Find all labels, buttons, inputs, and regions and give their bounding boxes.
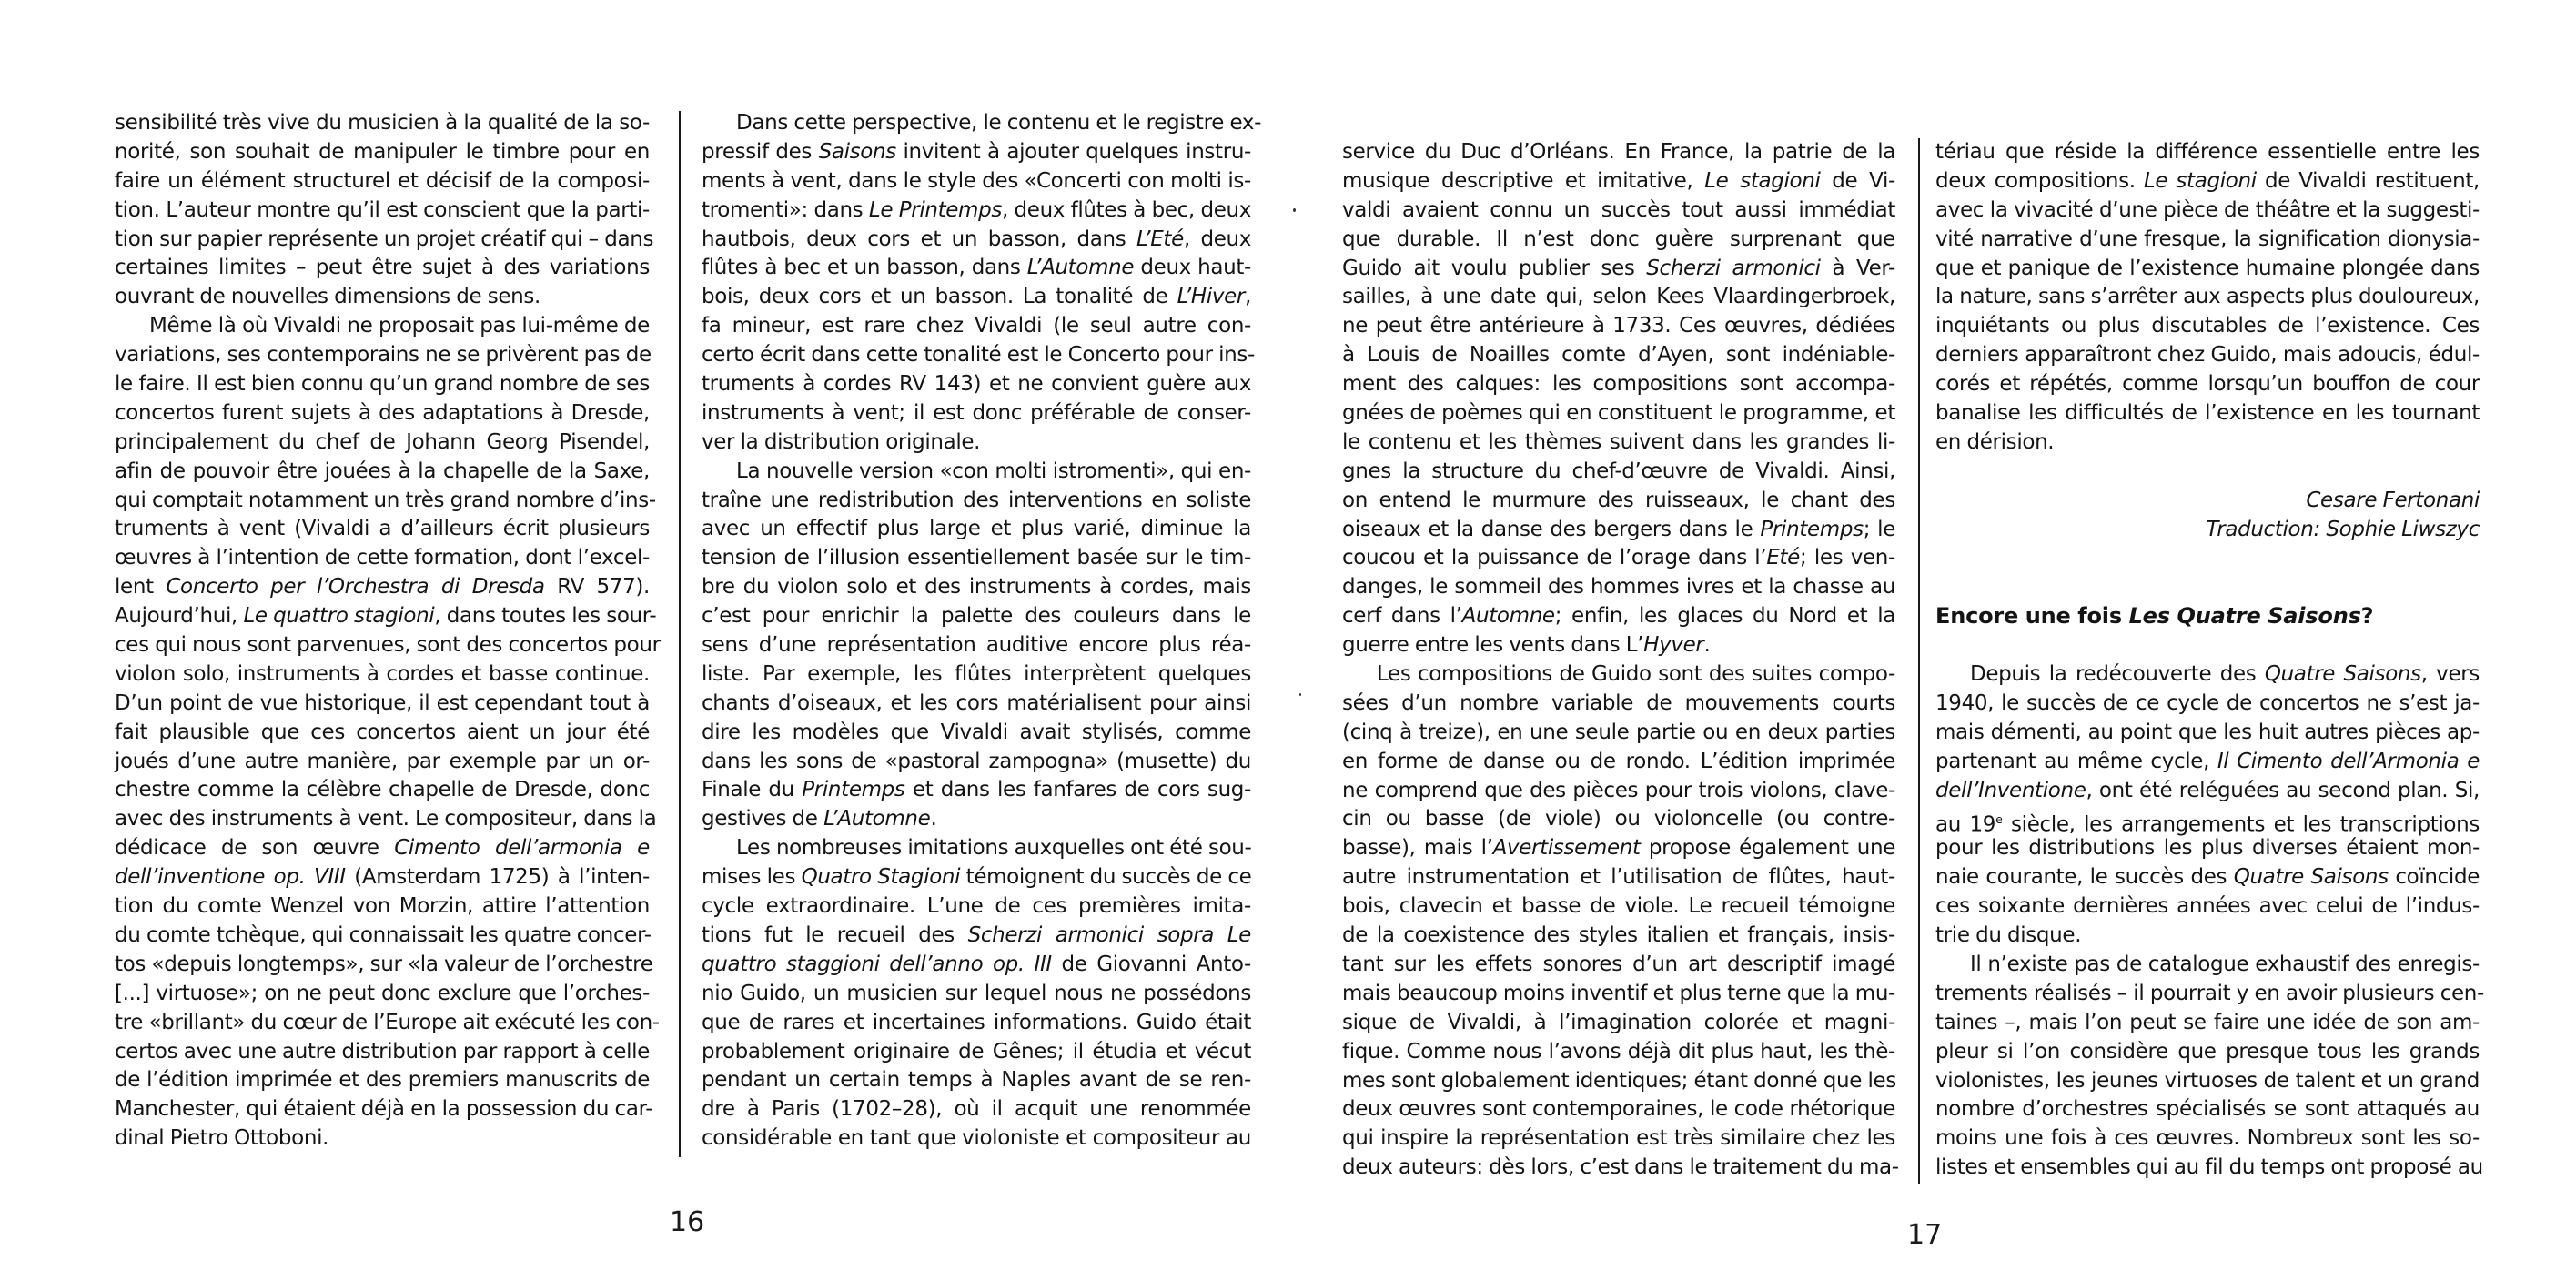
text-line: nio Guido, un musicien sur lequel nous ne possédons: [702, 981, 1251, 1005]
text-line: certos avec une autre distribution par rapport à celle: [115, 1039, 650, 1063]
blank-line: [1935, 631, 2480, 660]
text-line: deux auteurs: dès lors, c’est dans le traitement du ma-: [1342, 1155, 1899, 1180]
text-line: tériau que réside la différence essentielle entre les: [1935, 140, 2480, 164]
text-line: dre à Paris (1702–28), où il acquit une renommée: [702, 1097, 1251, 1122]
text-line: Manchester, qui étaient déjà en la possession du car-: [115, 1097, 653, 1122]
text-line: tromenti»: dans Le Printemps, deux flûtes à bec, deux: [702, 197, 1251, 222]
text-line: moins une fois à ces œuvres. Nombreux sont les so-: [1935, 1126, 2480, 1151]
page-16-column-2: [702, 109, 1262, 1154]
translator-credit: Traduction: Sophie Liwszyc: [2206, 517, 2480, 541]
text-line: dédicace de son œuvre Cimento dell’armonia e: [115, 836, 650, 861]
text-line: avec la vivacité d’une pièce de théâtre et la suggesti-: [1935, 197, 2480, 222]
page-17-column-1: [1342, 138, 1899, 1183]
text-line: faire un élément structurel et décisif de la composi-: [115, 168, 650, 193]
text-line: liste. Par exemple, les flûtes interprètent quelques: [702, 661, 1251, 686]
text-line: tion sur papier représente un projet créatif qui – dans: [115, 227, 654, 251]
text-line: en forme de danse ou de rondo. L’édition imprimée: [1342, 749, 1895, 773]
text-line: [...] virtuose»; on ne peut donc exclure que l’orches-: [115, 981, 650, 1005]
text-line: dell’inventione op. VIII (Amsterdam 1725) à l’inten-: [115, 865, 650, 890]
text-line: guerre entre les vents dans L’Hyver.: [1342, 633, 1711, 658]
text-line: le faire. Il est bien connu qu’un grand nombre de ses: [115, 372, 650, 397]
text-line: certo écrit dans cette tonalité est le Concerto pour ins-: [702, 343, 1255, 368]
text-line: dell’Inventione, ont été reléguées au second plan. Si,: [1935, 778, 2480, 802]
text-line: fa mineur, est rare chez Vivaldi (le seul autre con-: [702, 314, 1251, 338]
text-line: tant sur les effets sonores d’un art descriptif imagé: [1342, 952, 1895, 976]
text-line: que durable. Il n’est donc guère surprenant que: [1342, 227, 1895, 251]
text-line: sensibilité très vive du musicien à la qualité de la so-: [115, 111, 650, 135]
text-line: service du Duc d’Orléans. En France, la patrie de la: [1342, 140, 1895, 164]
text-line: inquiétants ou plus discutables de l’existence. Ces: [1935, 314, 2480, 338]
text-line: gnées de poèmes qui en constituent le programme, et: [1342, 401, 1895, 426]
text-line: fique. Comme nous l’avons déjà dit plus haut, les thè-: [1342, 1039, 1895, 1063]
text-line: chants d’oiseaux, et les cors matérialisent pour ainsi: [702, 690, 1251, 715]
text-line: chestre comme la célèbre chapelle de Dresde, donc: [115, 778, 650, 802]
text-line: banalise les difficultés de l’existence en les tournant: [1935, 401, 2480, 426]
text-line: coucou et la puissance de l’orage dans l’Eté; les ven-: [1342, 546, 1895, 570]
text-line: bois, clavecin et basse de viole. Le recueil témoigne: [1342, 894, 1895, 919]
text-line: concertos furent sujets à des adaptations à Dresde,: [115, 400, 650, 425]
text-line: violon solo, instruments à cordes et basse continue.: [115, 661, 650, 686]
text-line: ment des calques: les compositions sont accompa-: [1342, 372, 1895, 397]
text-line: Les nombreuses imitations auxquelles ont été sou-: [736, 836, 1252, 861]
author-credit: Cesare Fertonani: [2306, 488, 2480, 512]
text-line: tos «depuis longtemps», sur «la valeur de l’orchestre: [115, 952, 653, 976]
text-line: sailles, à une date qui, selon Kees Vlaardingerbroek,: [1342, 285, 1895, 309]
text-line: ne peut être antérieure à 1733. Ces œuvres, dédiées: [1342, 314, 1895, 338]
text-line: le contenu et les thèmes suivent dans les grandes li-: [1342, 429, 1895, 454]
text-line: sique de Vivaldi, à l’imagination colorée et magni-: [1342, 1010, 1895, 1034]
text-line: tions fut le recueil des Scherzi armonici sopra Le: [702, 922, 1251, 947]
text-line: instruments à vent; il est donc préférable de conser-: [702, 400, 1251, 425]
text-line: deux compositions. Le stagioni de Vivaldi restituent,: [1935, 168, 2480, 193]
text-line: Depuis la redécouverte des Quatre Saisons, vers: [1970, 662, 2480, 687]
text-line: flûtes à bec et un basson, dans L’Automne deux haut-: [702, 256, 1251, 280]
text-line: La nouvelle version «con molti istromenti», qui en-: [736, 459, 1251, 483]
text-line: principalement du chef de Johann Georg Pisendel,: [115, 429, 650, 454]
text-line: à Louis de Noailles comte d’Ayen, sont indéniable-: [1342, 343, 1895, 368]
text-line: au 19e siècle, les arrangements et les transcriptions: [1935, 812, 2480, 838]
text-line: (cinq à treize), en une seule partie ou en deux parties: [1342, 720, 1895, 744]
text-line: ver la distribution originale.: [702, 429, 981, 454]
column-divider: [1918, 138, 1920, 1184]
text-line: afin de pouvoir être jouées à la chapelle de la Saxe,: [115, 459, 650, 483]
text-line: œuvres à l’intention de cette formation, dont l’excel-: [115, 546, 650, 570]
text-line: oiseaux et la danse des bergers dans le Printemps; le: [1342, 517, 1895, 541]
blank-line: [1935, 458, 2480, 487]
text-line: qui inspire la représentation est très similaire chez les: [1342, 1126, 1895, 1151]
text-line: la nature, sans s’arrêter aux aspects plus douloureux,: [1935, 285, 2480, 309]
text-line: mais beaucoup moins inventif et plus terne que la mu-: [1342, 981, 1895, 1005]
text-line: certaines limites – peut être sujet à des variations: [115, 256, 650, 280]
page-16-column-1: [115, 109, 661, 1154]
text-line: ouvrant de nouvelles dimensions de sens.: [115, 285, 540, 309]
text-line: gestives de L’Automne.: [702, 807, 937, 832]
text-line: hautbois, deux cors et un basson, dans L’Eté, deux: [702, 227, 1251, 251]
text-line: pressif des Saisons invitent à ajouter quelques instru-: [702, 139, 1252, 164]
text-line: qui comptait notamment un très grand nombre d’ins-: [115, 488, 656, 512]
text-line: que de rares et incertaines informations. Guido était: [702, 1010, 1251, 1034]
text-line: norité, son souhait de manipuler le timbre pour en: [115, 139, 650, 164]
text-line: bois, deux cors et un basson. La tonalité de L’Hiver,: [702, 285, 1251, 309]
text-line: Les compositions de Guido sont des suites compo-: [1377, 662, 1895, 687]
text-line: ces soixante dernières années avec celui de l’indus-: [1935, 894, 2480, 919]
scan-speck: [1293, 208, 1296, 212]
text-line: considérable en tant que violoniste et compositeur au: [702, 1126, 1251, 1151]
text-line: pleur si l’on considère que presque tous les grands: [1935, 1039, 2480, 1063]
text-line: Même là où Vivaldi ne proposait pas lui-même de: [149, 314, 650, 338]
text-line: sées d’un nombre variable de mouvements courts: [1342, 690, 1895, 715]
text-line: fait plausible que ces concertos aient un jour été: [115, 720, 650, 744]
text-line: partenant au même cycle, Il Cimento dell’Armonia e: [1935, 749, 2480, 773]
text-line: pendant un certain temps à Naples avant de se ren-: [702, 1068, 1251, 1093]
text-line: du comte tchèque, qui connaissait les quatre concer-: [115, 922, 652, 947]
text-line: Finale du Printemps et dans les fanfares de cors sug-: [702, 778, 1251, 802]
text-line: corés et répétés, comme lorsqu’un bouffon de cour: [1935, 372, 2480, 397]
text-line: naie courante, le succès des Quatre Saisons coïncide: [1935, 865, 2480, 890]
text-line: lent Concerto per l’Orchestra di Dresda RV 577).: [115, 575, 650, 600]
text-line: tion. L’auteur montre qu’il est conscient que la parti-: [115, 197, 650, 222]
text-line: sens d’une représentation auditive encore plus réa-: [702, 633, 1251, 658]
text-line: ne comprend que des pièces pour trois violons, clave-: [1342, 778, 1895, 802]
text-line: ments à vent, dans le style des «Concerti con molti is-: [702, 168, 1251, 193]
text-line: vité narrative d’une fresque, la signification dionysia-: [1935, 227, 2480, 251]
text-line: traîne une redistribution des interventions en soliste: [702, 488, 1251, 512]
text-line: dinal Pietro Ottoboni.: [115, 1126, 329, 1151]
text-line: Guido ait voulu publier ses Scherzi armonici à Ver-: [1342, 256, 1896, 280]
text-line: musique descriptive et imitative, Le stagioni de Vi-: [1342, 168, 1895, 193]
text-line: tre «brillant» du cœur de l’Europe ait exécuté les con-: [115, 1010, 660, 1034]
column-divider: [679, 111, 681, 1157]
text-line: D’un point de vue historique, il est cependant tout à: [115, 690, 650, 715]
text-line: tion du comte Wenzel von Morzin, attire l’attention: [115, 894, 650, 919]
text-line: mais démenti, au point que les huit autres pièces ap-: [1935, 720, 2480, 744]
page-number: 16: [670, 1206, 705, 1238]
blank-line: [1935, 544, 2480, 573]
text-line: truments à cordes RV 143) et ne convient guère aux: [702, 372, 1251, 397]
text-line: dire les modèles que Vivaldi avait stylisés, comme: [702, 720, 1251, 744]
text-line: derniers apparaîtront chez Guido, mais adoucis, édul-: [1935, 343, 2480, 368]
text-line: de l’édition imprimée et des premiers manuscrits de: [115, 1068, 650, 1093]
text-line: mes sont globalement identiques; étant donné que les: [1342, 1068, 1896, 1093]
text-line: violonistes, les jeunes virtuoses de talent et un grand: [1935, 1068, 2480, 1093]
page-number: 17: [1907, 1219, 1943, 1251]
text-line: que et panique de l’existence humaine plongée dans: [1935, 256, 2480, 280]
text-line: nombre d’orchestres spécialisés se sont attaqués au: [1935, 1097, 2480, 1122]
text-line: Dans cette perspective, le contenu et le registre ex-: [736, 111, 1262, 135]
text-line: probablement originaire de Gênes; il étudia et vécut: [702, 1039, 1251, 1063]
scan-speck: [1299, 693, 1301, 696]
text-line: pour les distributions les plus diverses étaient mon-: [1935, 836, 2480, 861]
text-line: ces qui nous sont parvenues, sont des concertos pour: [115, 633, 661, 658]
text-line: de la coexistence des styles italien et français, insis-: [1342, 923, 1895, 948]
text-line: avec un effectif plus large et plus varié, diminue la: [702, 517, 1251, 541]
text-line: tension de l’illusion essentiellement basée sur le tim-: [702, 546, 1251, 570]
text-line: cycle extraordinaire. L’une de ces premières imita-: [702, 894, 1251, 919]
text-line: Aujourd’hui, Le quattro stagioni, dans toutes les sour-: [115, 604, 657, 629]
text-line: danges, le sommeil des hommes ivres et la chasse au: [1342, 575, 1895, 600]
text-line: trie du disque.: [1935, 923, 2082, 948]
text-line: trements réalisés – il pourrait y en avoir plusieurs cen-: [1935, 981, 2484, 1005]
section-heading: Encore une fois Les Quatre Saisons?: [1935, 603, 2374, 630]
text-line: 1940, le succès de ce cycle de concertos ne s’est ja-: [1935, 690, 2480, 715]
text-line: basse), mais l’Avertissement propose également une: [1342, 836, 1895, 861]
text-line: cin ou basse (de viole) ou violoncelle (ou contre-: [1342, 807, 1895, 832]
text-line: avec des instruments à vent. Le compositeur, dans la: [115, 807, 657, 832]
text-line: variations, ses contemporains ne se privèrent pas de: [115, 343, 652, 368]
text-line: truments à vent (Vivaldi a d’ailleurs écrit plusieurs: [115, 517, 650, 541]
text-line: listes et ensembles qui au fil du temps ont proposé au: [1935, 1155, 2483, 1180]
text-line: deux œuvres sont contemporaines, le code rhétorique: [1342, 1097, 1895, 1122]
page-17-column-2: [1935, 138, 2484, 1183]
text-line: c’est pour enrichir la palette des couleurs dans le: [702, 604, 1251, 629]
text-line: mises les Quatro Stagioni témoignent du succès de ce: [702, 865, 1252, 890]
text-line: Il n’existe pas de catalogue exhaustif des enregis-: [1970, 952, 2480, 976]
text-line: on entend le murmure des ruisseaux, le chant des: [1342, 488, 1895, 512]
text-line: joués d’une autre manière, par exemple par un or-: [115, 749, 650, 773]
text-line: taines –, mais l’on peut se faire une idée de son am-: [1935, 1010, 2480, 1034]
text-line: autre instrumentation et l’utilisation de flûtes, haut-: [1342, 865, 1895, 890]
text-line: quattro staggioni dell’anno op. III de Giovanni Anto-: [702, 952, 1252, 976]
text-line: bre du violon solo et des instruments à cordes, mais: [702, 575, 1251, 600]
text-line: gnes la structure du chef-d’œuvre de Vivaldi. Ainsi,: [1342, 459, 1895, 483]
text-line: cerf dans l’Automne; enfin, les glaces du Nord et la: [1342, 604, 1896, 629]
text-line: dans les sons de «pastoral zampogna» (musette) du: [702, 749, 1251, 773]
text-line: valdi avaient connu un succès tout aussi immédiat: [1342, 197, 1895, 222]
blank-line: [1935, 573, 2480, 602]
text-line: en dérision.: [1935, 429, 2055, 454]
